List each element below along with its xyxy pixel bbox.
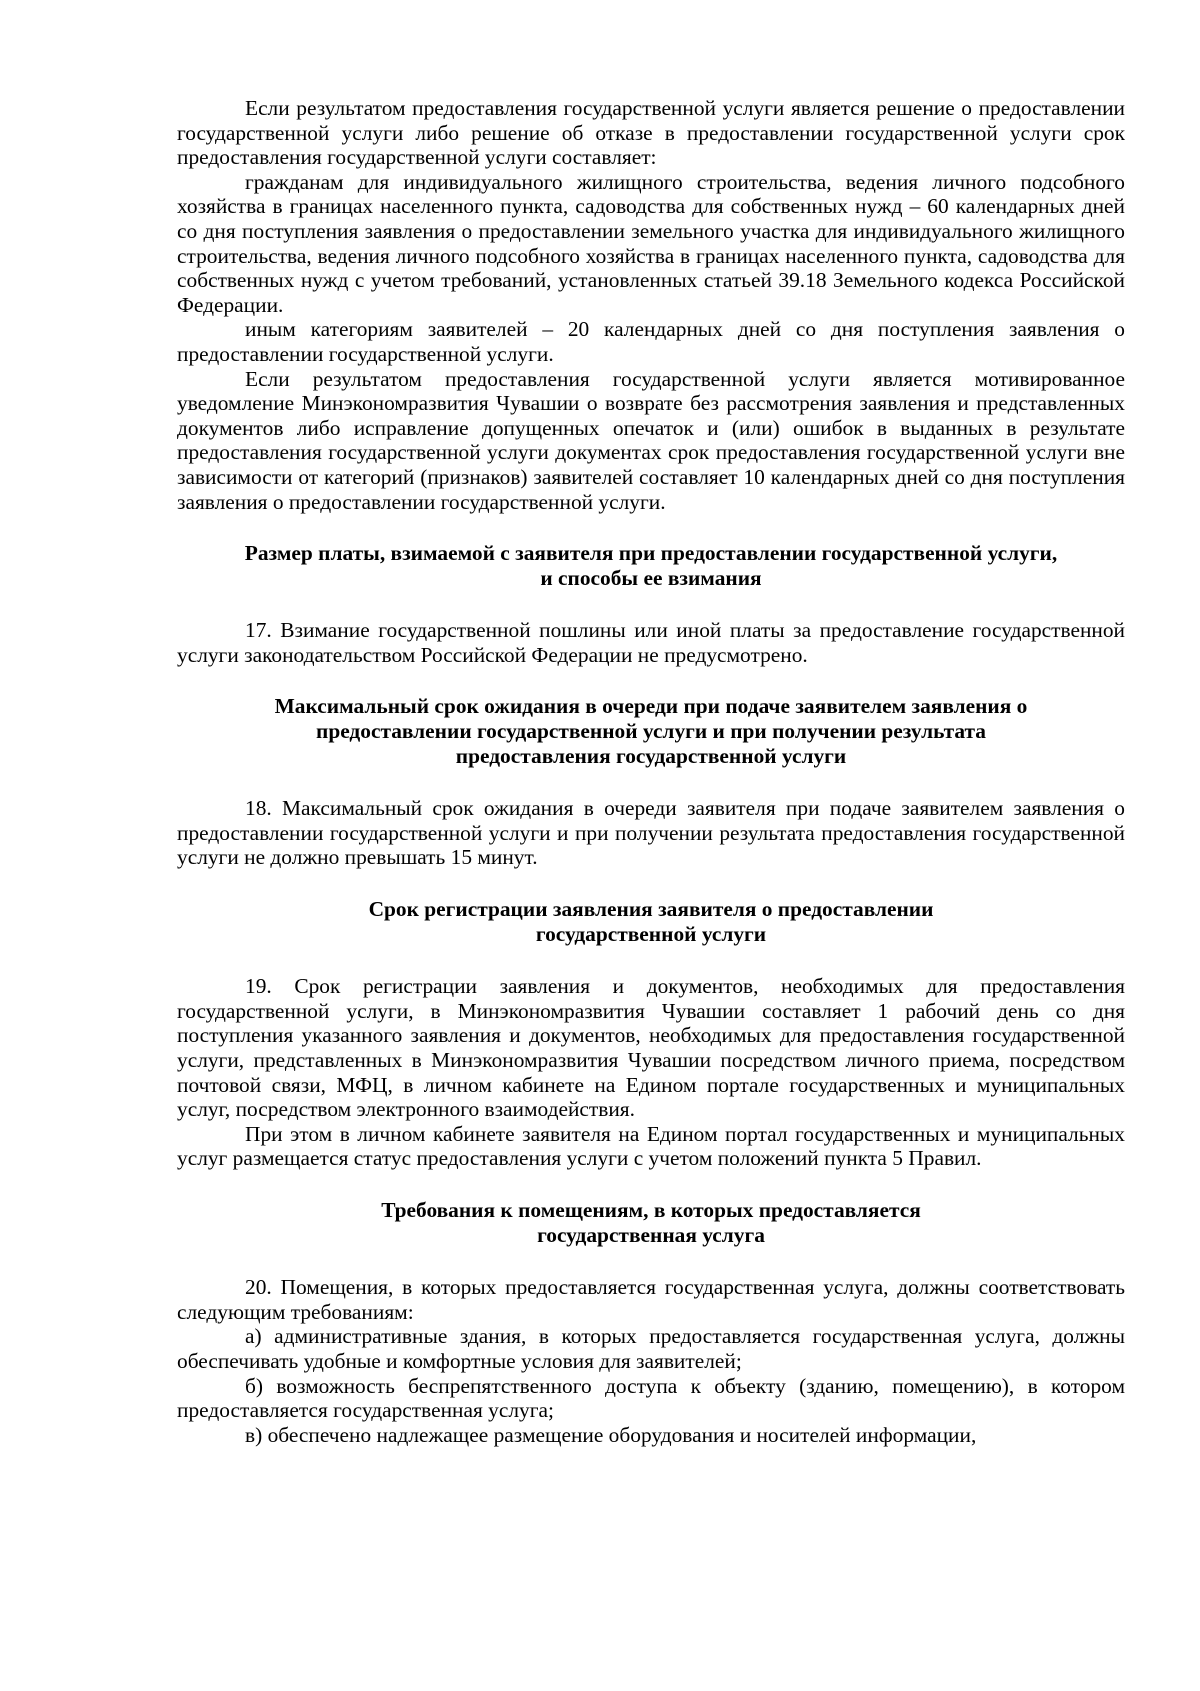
paragraph-17: 17. Взимание государственной пошлины или иной платы за предоставление государственной услуги законодательством Российской Федерации не предусмотрено. [177,618,1125,667]
paragraph-service-term-intro: Если результатом предоставления государственной услуги является решение о предоставлении государственной услуги либо решение об отказе в предоставлении государственной услуги срок предоставления государственной услуги составляет: [177,96,1125,170]
heading-fee-line-1: Размер платы, взимаемой с заявителя при предоставлении государственной услуги, [244,541,1058,566]
paragraph-20: 20. Помещения, в которых предоставляется государственная услуга, должны соответствовать следующим требованиям: [177,1275,1125,1324]
heading-waiting-time [177,694,1125,768]
heading-registration-line-2: государственной услуги [535,921,767,946]
paragraph-citizens-term: гражданам для индивидуального жилищного строительства, ведения личного подсобного хозяйства в границах населенного пункта, садоводства для собственных нужд – 60 календарных дней со дня поступления заявления о предоставлении земельного участка для индивидуального жилищного строительства, ведения личного подсобного хозяйства в границах населенного пункта, садоводства для собственных нужд с учетом требований, установленных статьей 39.18 Земельного кодекса Российской Федерации. [177,169,1125,317]
heading-premises [177,1198,1125,1247]
heading-fee-line-2: и способы ее взимания [540,565,762,590]
heading-premises-line-2: государственная услуга [537,1222,765,1247]
heading-registration [177,897,1125,946]
heading-waiting-time-line-2: предоставлении государственной услуги и при получении результата [316,719,986,744]
paragraph-other-categories-term: иным категориям заявителей – 20 календарных дней со дня поступления заявления о предоставлении государственной услуги. [177,317,1125,366]
paragraph-19: 19. Срок регистрации заявления и документов, необходимых для предоставления государственной услуги, в Минэкономразвития Чувашии составляет 1 рабочий день со дня поступления указанного заявления и документов, необходимых для предоставления государственной услуги, представленных в Минэкономразвития Чувашии посредством личного приема, посредством почтовой связи, МФЦ, в личном кабинете на Едином портале государственных и муниципальных услуг, посредством электронного взаимодействия. [177,974,1125,1122]
paragraph-notification-term: Если результатом предоставления государственной услуги является мотивированное уведомление Минэкономразвития Чувашии о возврате без рассмотрения заявления и представленных документов либо исправление допущенных опечаток и (или) ошибок в выданных в результате предоставления государственной услуги документах срок предоставления государственной услуги вне зависимости от категорий (признаков) заявителей составляет 10 календарных дней со дня поступления заявления о предоставлении государственной услуги. [177,366,1125,514]
paragraph-18: 18. Максимальный срок ожидания в очереди заявителя при подаче заявителем заявления о предоставлении государственной услуги и при получении результата предоставления государственной услуги не должно превышать 15 минут. [177,796,1125,870]
heading-registration-line-1: Срок регистрации заявления заявителя о предоставлении [368,897,934,922]
paragraph-20-c: в) обеспечено надлежащее размещение оборудования и носителей информации, [245,1422,977,1447]
heading-waiting-time-line-3: предоставления государственной услуги [455,743,847,768]
heading-fee [177,541,1125,590]
paragraph-20-a: а) административные здания, в которых предоставляется государственная услуга, должны обеспечивать удобные и комфортные условия для заявителей; [177,1324,1125,1373]
paragraph-20-b: б) возможность беспрепятственного доступа к объекту (зданию, помещению), в котором предоставляется государственная услуга; [177,1373,1125,1423]
heading-premises-line-1: Требования к помещениям, в которых предоставляется [381,1197,921,1222]
document-body [177,96,1125,1447]
paragraph-19-status: При этом в личном кабинете заявителя на Едином портал государственных и муниципальных услуг размещается статус предоставления услуги с учетом положений пункта 5 Правил. [177,1121,1125,1171]
heading-waiting-time-line-1: Максимальный срок ожидания в очереди при подаче заявителем заявления о [274,694,1028,719]
